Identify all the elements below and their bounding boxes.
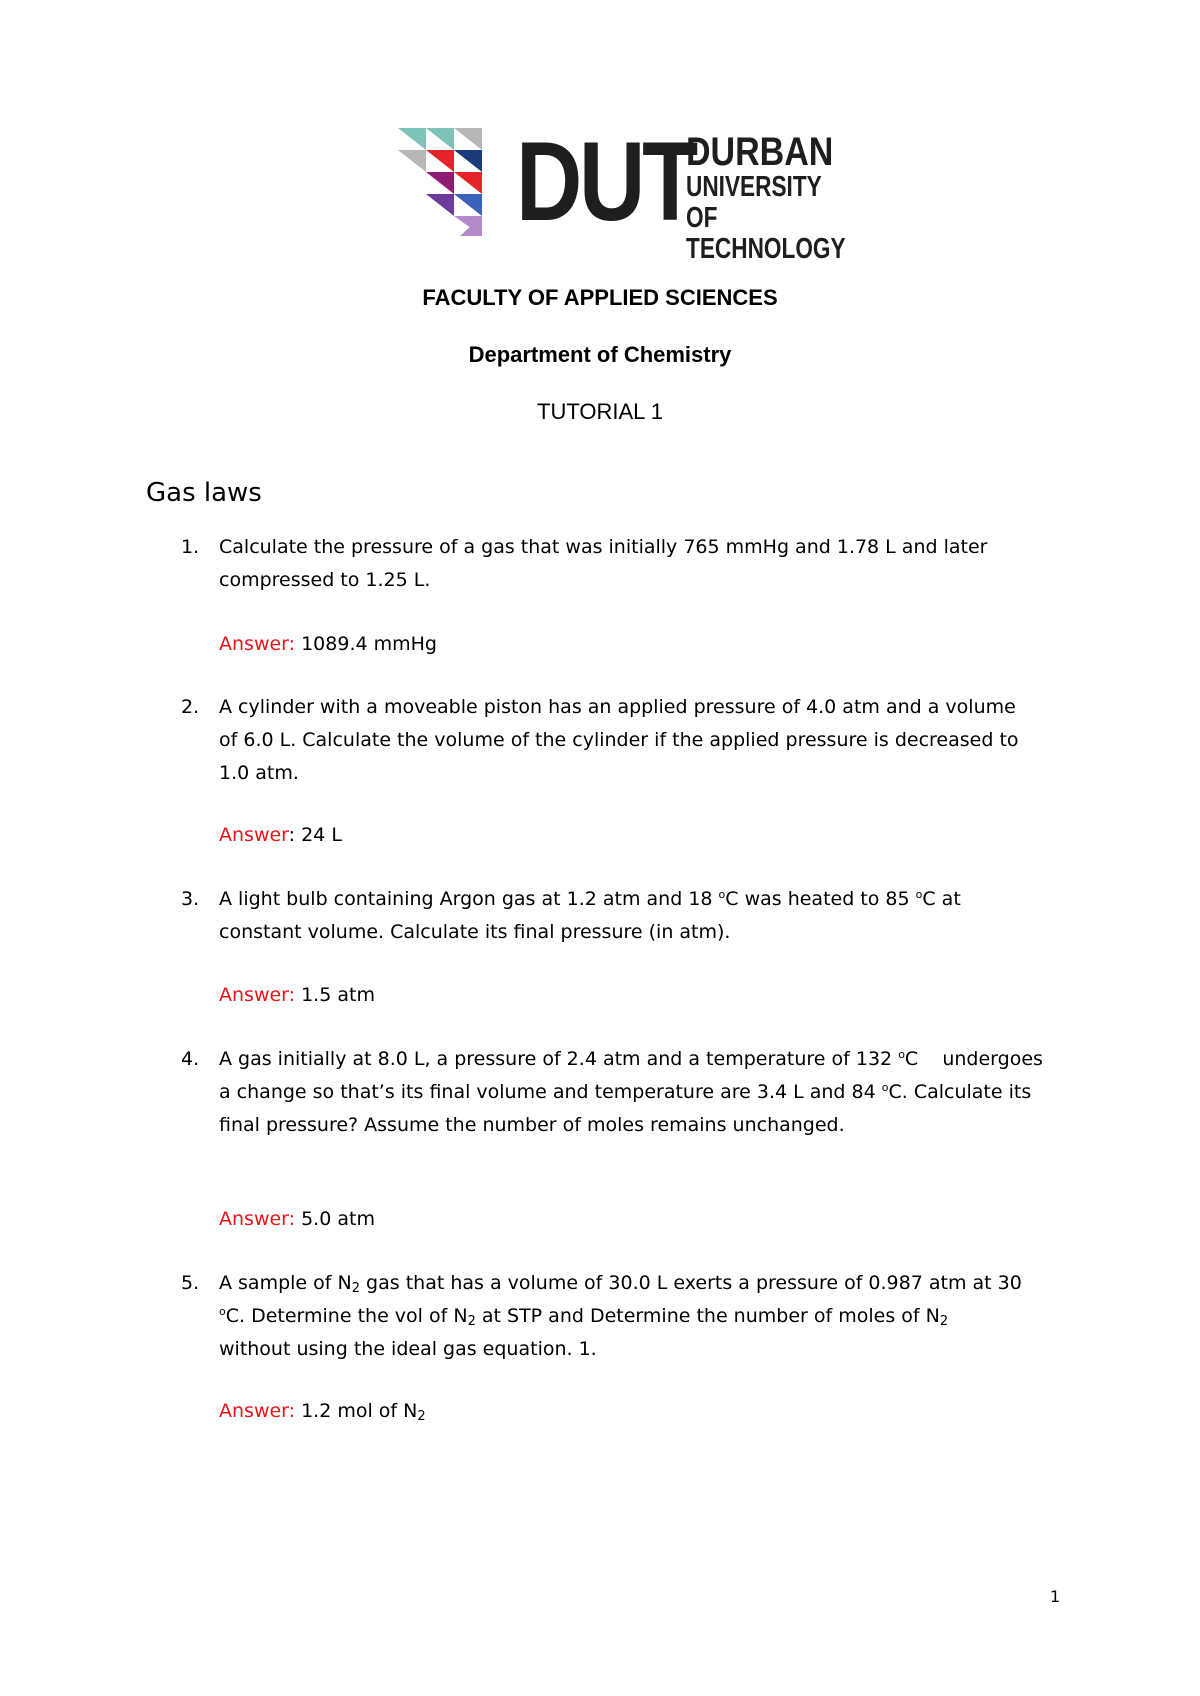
- subscript-2: 2: [351, 1281, 361, 1296]
- logo-text: [686, 132, 866, 265]
- answer-1: [219, 628, 437, 661]
- subscript-2: 2: [417, 1409, 426, 1424]
- answer-value: 1089.4 mmHg: [301, 633, 437, 655]
- question-line: A sample of $N_2$ gas that has a volume of 30.0 L exerts a pressure of 0.987 atm at 30: [219, 1272, 1022, 1296]
- question-text: [219, 1267, 1079, 1366]
- question-text: [219, 883, 1079, 949]
- section-title: Gas laws: [146, 478, 262, 508]
- question-line: constant volume. Calculate its final pressure (in atm).: [219, 921, 731, 943]
- answer-value: 1.2 mol of N: [301, 1400, 418, 1422]
- degree-symbol: o: [915, 888, 923, 901]
- answer-5: [219, 1395, 426, 1428]
- subscript-2: 2: [939, 1314, 949, 1329]
- degree-symbol: o: [898, 1048, 905, 1061]
- answer-label: Answer:: [219, 633, 296, 655]
- logo-wordmark: DUT: [516, 119, 695, 244]
- question-text: [219, 531, 1079, 597]
- answer-value: 1.5 atm: [301, 984, 375, 1006]
- question-number: 2.: [181, 696, 200, 718]
- question-line: of 6.0 L. Calculate the volume of the cylinder if the applied pressure is decreased to: [219, 729, 1019, 751]
- question-number: 1.: [181, 536, 200, 558]
- question-line: final pressure? Assume the number of moles remains unchanged.: [219, 1114, 845, 1136]
- answer-value: : 24 L: [288, 824, 342, 846]
- question-line: A light bulb containing Argon gas at 1.2 atm and 18 $^o$C was heated to 85 $^o$C at: [219, 888, 961, 910]
- page-number: 1: [1050, 1587, 1061, 1606]
- logo-line-university: UNIVERSITY OF: [686, 171, 822, 234]
- subscript-2: 2: [467, 1314, 476, 1329]
- answer-label: Answer:: [219, 1208, 296, 1230]
- degree-symbol: o: [881, 1081, 889, 1094]
- answer-2: [219, 819, 342, 852]
- question-text: [219, 691, 1079, 790]
- dut-logo: [398, 119, 858, 265]
- question-line: 1.0 atm.: [219, 762, 299, 784]
- question-line: A gas initially at 8.0 L, a pressure of 2.4 atm and a temperature of 132 $^o$C undergoes: [219, 1048, 1043, 1070]
- answer-label: Answer:: [219, 1400, 296, 1422]
- question-line: $^o$C. Determine the vol of $N_2$ at STP and Determine the number of moles of $N_2$: [219, 1305, 949, 1329]
- question-line: compressed to 1.25 L.: [219, 569, 431, 591]
- answer-label: Answer: [219, 824, 289, 846]
- answer-4: [219, 1203, 375, 1236]
- department-heading: Department of Chemistry: [468, 342, 732, 367]
- answer-label: Answer:: [219, 984, 296, 1006]
- answer-value: 5.0 atm: [301, 1208, 375, 1230]
- answer-3: [219, 979, 375, 1012]
- question-line: without using the ideal gas equation. 1.: [219, 1338, 597, 1360]
- faculty-heading: FACULTY OF APPLIED SCIENCES: [422, 285, 778, 310]
- question-line: Calculate the pressure of a gas that was initially 765 mmHg and 1.78 L and later: [219, 536, 988, 558]
- degree-symbol: o: [219, 1305, 226, 1318]
- question-line: a change so that’s its final volume and temperature are 3.4 L and 84 $^o$C. Calculate its: [219, 1081, 1032, 1103]
- question-number: 3.: [181, 888, 200, 910]
- tutorial-heading: TUTORIAL 1: [537, 399, 663, 424]
- question-text: [219, 1043, 1079, 1142]
- question-line: A cylinder with a moveable piston has an applied pressure of 4.0 atm and a volume: [219, 696, 1016, 718]
- logo-triangles-icon: [398, 128, 518, 236]
- logo-line-technology: TECHNOLOGY: [686, 233, 846, 265]
- logo-line-durban: DURBAN: [686, 130, 834, 174]
- degree-symbol: o: [718, 888, 726, 901]
- question-number: 5.: [181, 1272, 200, 1294]
- question-number: 4.: [181, 1048, 200, 1070]
